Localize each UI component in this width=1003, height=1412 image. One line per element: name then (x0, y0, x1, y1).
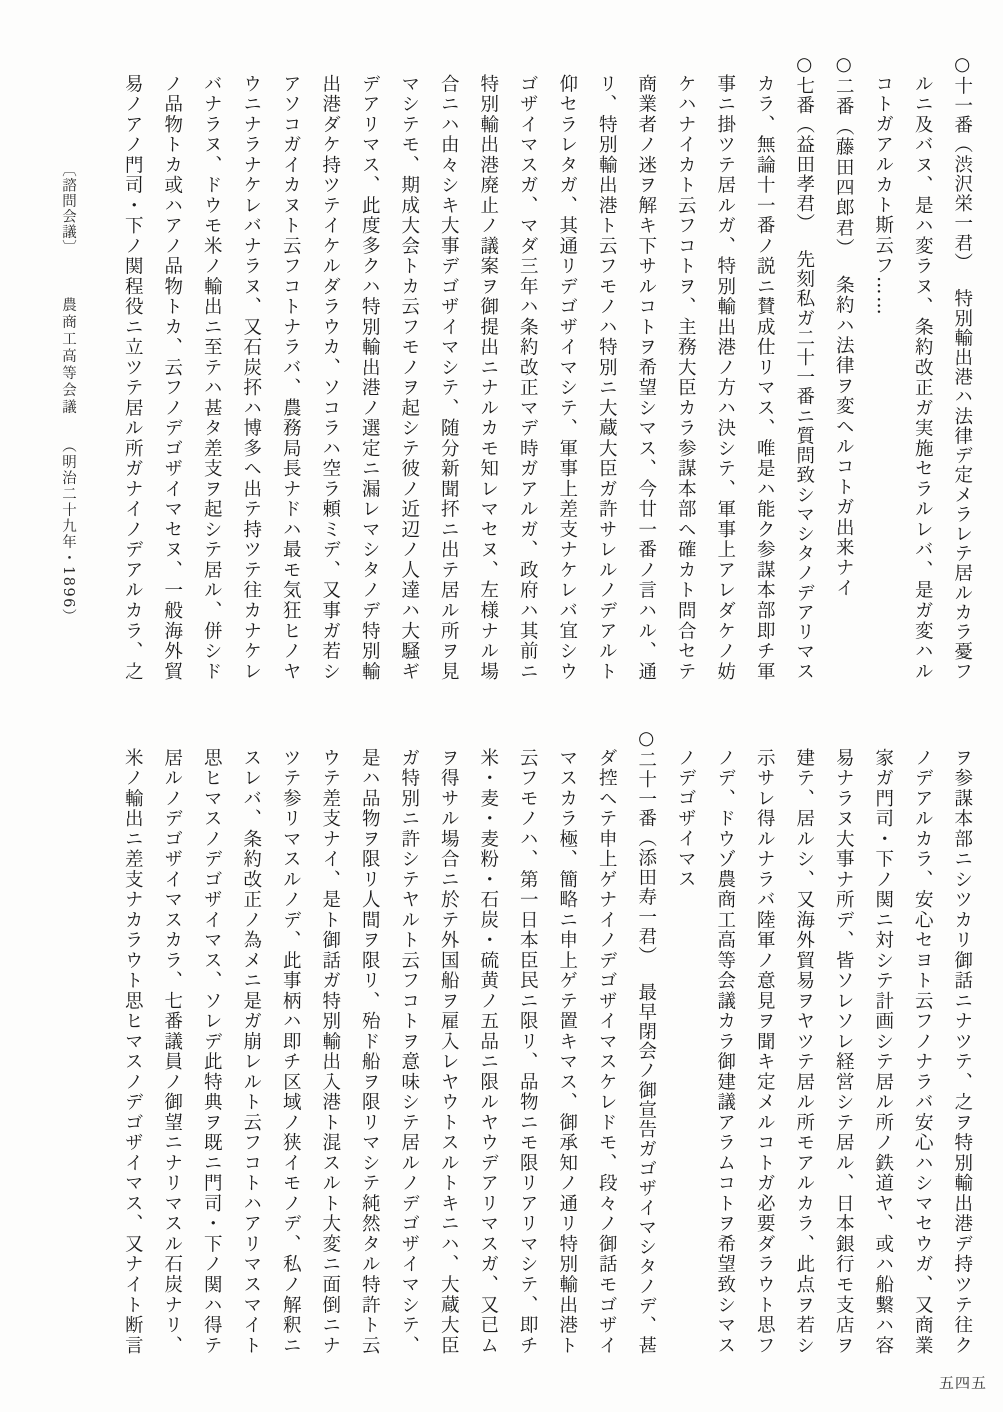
text-column: マシテモ、期成大会トカ云フモノヲ起シテ彼ノ近辺ノ人達ハ大騒ギ (398, 74, 420, 680)
text-column: 商業者ノ迷ヲ解キ下サルコトヲ希望シマス、今廿一番ノ言ハル、通 (635, 74, 657, 680)
text-column: ノデ、ドウゾ農商工高等会議カラ御建議アラムコトヲ希望致シマス (714, 748, 736, 1354)
text-column: 易ナラヌ大事ナ所デ、皆ソレソレ経営シテ居ル、日本銀行モ支店ヲ (833, 748, 855, 1354)
running-head-date: （明治二十九年・1896） (60, 438, 76, 625)
text-column: 特別輸出港廃止ノ議案ヲ御提出ニナルカモ知レマセヌ、左様ナル場 (477, 74, 499, 680)
text-column: 居ルノデゴザイマスカラ、七番議員ノ御望ニナリマスル石炭ナリ、 (161, 748, 183, 1354)
speech-text: 先刻私ガ二十一番ニ質問致シマシタノデアリマス (793, 249, 815, 681)
text-column: ノデアルカラ、安心セヨト云フノナラバ安心ハシマセウガ、又商業 (912, 748, 934, 1354)
text-column: カラ、無論十一番ノ説ニ賛成仕リマス、唯是ハ能ク参謀本部即チ軍 (754, 74, 776, 680)
text-column: ゴザイマスガ、マダ三年ハ条約改正マデ時ガアルガ、政府ハ其前ニ (517, 74, 539, 680)
text-column: 思ヒマスノデゴザイマス、ソレデ此特典ヲ既ニ門司・下ノ関ハ得テ (201, 748, 223, 1354)
text-column: バナラヌ、ドウモ米ノ輸出ニ至テハ甚タ差支ヲ起シテ居ル、併シド (201, 74, 223, 680)
speaker-label: ○七番（益田孝君） (793, 54, 815, 234)
text-column: ツテ参リマスルノデ、此事柄ハ即チ区域ノ狭イモノデ、私ノ解釈ニ (280, 748, 302, 1354)
text-column: 家ガ門司・下ノ関ニ対シテ計画シテ居ル所ノ鉄道ヤ、或ハ船繋ハ容 (872, 748, 894, 1354)
text-column: ウニナラナケレバナラヌ、又石炭抔ハ博多ヘ出テ持ツテ往カナケレ (240, 74, 262, 680)
text-column: ウテ差支ナイ、是ト御話ガ特別輸出入港ト混スルト大変ニ面倒ニナ (319, 748, 341, 1354)
text-column: コトガアルカト斯云フ…… (872, 74, 894, 317)
running-head-section: 〔諮問会議〕 (60, 162, 76, 255)
text-column: ダ控ヘテ申上ゲナイノデゴザイマスケレドモ、段々ノ御話モゴザイ (596, 748, 618, 1354)
page-number: 五四五 (939, 1374, 988, 1392)
text-column: デアリマス、此度多クハ特別輸出港ノ選定ニ漏レマシタノデ特別輸 (359, 74, 381, 680)
text-column: スレバ、条約改正ノ為メニ是ガ崩レルト云フコトハアリマスマイト (240, 748, 262, 1354)
speaker-label: ○二十一番（添田寿一君） (635, 728, 657, 966)
text-column: 是ハ品物ヲ限リ人間ヲ限リ、殆ド船ヲ限リマシテ純然タル特許ト云 (359, 748, 381, 1354)
speaker-label: ○二番（藤田四郎君） (833, 54, 855, 259)
text-column: アソコガイカヌト云フコトナラバ、農務局長ナドハ最モ気狂ヒノヤ (280, 74, 302, 680)
text-column: 米ノ輸出ニ差支ナカラウト思ヒマスノデゴザイマス、又ナイト断言 (122, 748, 144, 1354)
text-column: ノデゴザイマス (675, 748, 697, 890)
text-column: 仰セラレタガ、其通リデゴザイマシテ、軍事上差支ナケレバ宜シウ (556, 74, 578, 680)
text-column: ガ特別ニ許シテヤルト云フコトヲ意味シテ居ルノデゴザイマシテ、 (398, 748, 420, 1354)
text-column: 米・麦・麦粉・石炭・硫黄ノ五品ニ限ルヤウデアリマスガ、又已ム (477, 748, 499, 1354)
text-column: ケハナイカト云フコトヲ、主務大臣カラ参謀本部ヘ確カト問合セテ (675, 74, 697, 680)
text-column: 云フモノハ、第一日本臣民ニ限リ、品物ニモ限リアリマシテ、即チ (517, 748, 539, 1354)
text-column: ヲ参謀本部ニシツカリ御話ニナツテ、之ヲ特別輸出港デ持ツテ往ク (951, 748, 973, 1354)
text-column: 出港ダケ持ツテイケルダラウカ、ソコラハ空ラ頼ミデ、又事ガ若シ (319, 74, 341, 680)
text-column (626, 728, 666, 1354)
text-column: 合ニハ由々シキ大事デゴザイマシテ、随分新聞抔ニ出テ居ル所ヲ見 (438, 74, 460, 680)
speech-text: 最早閉会ノ御宣告ガゴザイマシタノデ、甚 (635, 982, 657, 1355)
speech-text: 条約ハ法律ヲ変ヘルコトガ出来ナイ (833, 275, 855, 599)
text-column: ヲ得サル場合ニ於テ外国船ヲ雇入レヤウトスルトキニハ、大蔵大臣 (438, 748, 460, 1354)
text-column: マスカラ極、簡略ニ申上ゲテ置キマス、御承知ノ通リ特別輸出港ト (556, 748, 578, 1354)
text-column: 建テ、居ルシ、又海外貿易ヲヤツテ居ル所モアルカラ、此点ヲ若シ (793, 748, 815, 1354)
running-head-title: 農商工高等会議 (60, 297, 76, 416)
speech-text: 特別輸出港ハ法律デ定メラレテ居ルカラ憂フ (951, 288, 973, 681)
text-column: 事ニ掛ツテ居ルガ、特別輸出港ノ方ハ決シテ、軍事上アレダケノ妨 (714, 74, 736, 680)
text-column: 易ノアノ門司・下ノ関程役ニ立ツテ居ル所ガナイノデアルカラ、之 (122, 74, 144, 680)
text-column: リ、特別輸出港ト云フモノハ特別ニ大蔵大臣ガ許サレルノデアルト (596, 74, 618, 680)
text-column: 示サレ得ルナラバ陸軍ノ意見ヲ聞キ定メルコトガ必要ダラウト思フ (754, 748, 776, 1354)
text-column: ノ品物トカ或ハアノ品物トカ、云フノデゴザイマセヌ、一般海外貿 (161, 74, 183, 680)
text-column: ルニ及バヌ、是ハ変ラヌ、条約改正ガ実施セラルレバ、是ガ変ハル (912, 74, 934, 680)
speaker-label: ○十一番（渋沢栄一君） (951, 54, 973, 273)
